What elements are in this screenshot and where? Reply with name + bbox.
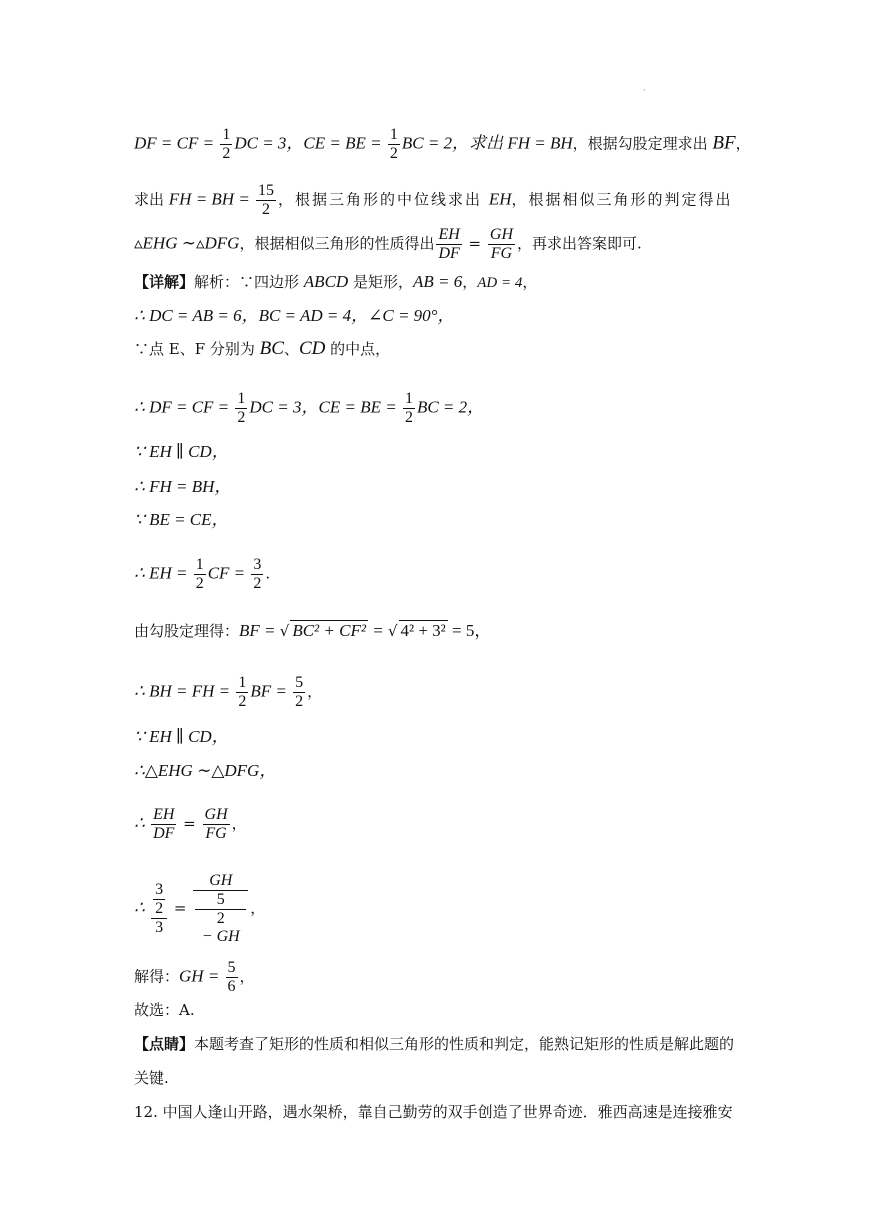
fraction: $\frac{1}{2}$ (222, 126, 231, 162)
text-line-11: ∴ EH = $\frac{1}{2}$ CF = $\frac{3}{2}$ . (134, 556, 271, 592)
text-line-17: ∴ 3 2 3 = GH 5 2 − GH ， (134, 872, 266, 945)
text-line-20: 【点睛】本题考查了矩形的性质和相似三角形的性质和判定，能熟记矩形的性质是解此题的 (134, 1035, 735, 1053)
text-line-18: 解得：GH = $\frac{5}{6}$ ， (134, 959, 255, 995)
fraction: $\frac{15}{2}$ (258, 182, 275, 218)
fraction: $\frac{1}{2}$ (238, 674, 247, 710)
text-line-3: ▵EHG ∼▵DFG，根据相似三角形的性质得出 $\frac{EH}{DF}$ = $\frac{GH}{FG}$ ，再求出答案即可. (134, 226, 642, 262)
text-line-21: 关键. (134, 1069, 169, 1087)
fraction: $\frac{1}{2}$ (195, 556, 204, 592)
question-12-text: 12. 中国人逢山开路，遇水架桥，靠自己勤劳的双手创造了世界奇迹．雅西高速是连接雅安 (134, 1103, 733, 1121)
fraction: $\frac{3}{2}$ (253, 556, 262, 592)
header-mark: · (643, 86, 646, 95)
fraction: $\frac{EH}{DF}$ (153, 806, 175, 842)
text-line-1: DF = CF = $\frac{1}{2}$ DC = 3，CE = BE = $\frac{1}{2}$ BC = 2，求出 FH = BH，根据勾股定理求出 BF， (134, 126, 751, 162)
text-line-4: 【详解】解析：∵四边形 ABCD 是矩形，AB = 6，AD = 4， (134, 272, 538, 291)
sqrt-expression: BC² + CF² (292, 621, 366, 640)
text-line-2: 求出 FH = BH = $\frac{15}{2}$ ，根据三角形的中位线求出 EH，根据相似三角形的判定得出 (134, 182, 733, 218)
fraction: $\frac{1}{2}$ (404, 390, 413, 426)
complex-fraction-left: 3 2 3 (151, 881, 167, 937)
comment-tag: 【点睛】 (134, 1035, 195, 1053)
text-line-5: ∴ DC = AB = 6，BC = AD = 4，∠C = 90°， (134, 306, 455, 325)
fraction: $\frac{1}{2}$ (237, 390, 246, 426)
text-line-10: ∵ BE = CE， (134, 510, 229, 529)
text-line-14: ∵ EH ∥ CD， (134, 727, 229, 746)
text-line-9: ∴ FH = BH， (134, 477, 232, 496)
fraction: $\frac{GH}{FG}$ (489, 226, 513, 262)
complex-fraction-right: GH 5 2 − GH (193, 872, 248, 946)
text-line-16: ∴ $\frac{EH}{DF}$ = $\frac{GH}{FG}$ ， (134, 806, 247, 842)
text-line-8: ∵ EH ∥ CD， (134, 442, 229, 461)
fraction: $\frac{5}{6}$ (227, 959, 236, 995)
text-line-12: 由勾股定理得：BF = √ BC² + CF² = √ 4² + 3² = 5， (134, 621, 492, 640)
fraction: $\frac{EH}{DF}$ (438, 226, 460, 262)
detail-tag: 【详解】 (134, 273, 195, 291)
text-line-13: ∴ BH = FH = $\frac{1}{2}$ BF = $\frac{5}{2}$ ， (134, 674, 323, 710)
text-line-6: ∵点 E、F 分别为 BC、CD 的中点， (134, 338, 391, 359)
text-line-15: ∴△EHG ∼△DFG， (134, 761, 277, 780)
fraction: $\frac{GH}{FG}$ (204, 806, 228, 842)
fraction: $\frac{1}{2}$ (389, 126, 398, 162)
text-line-7: ∴ DF = CF = $\frac{1}{2}$ DC = 3，CE = BE = $\frac{1}{2}$ BC = 2， (134, 390, 485, 426)
fraction: $\frac{5}{2}$ (295, 674, 304, 710)
text-line-19: 故选：A. (134, 1001, 195, 1019)
sqrt-expression: 4² + 3² (400, 621, 446, 640)
